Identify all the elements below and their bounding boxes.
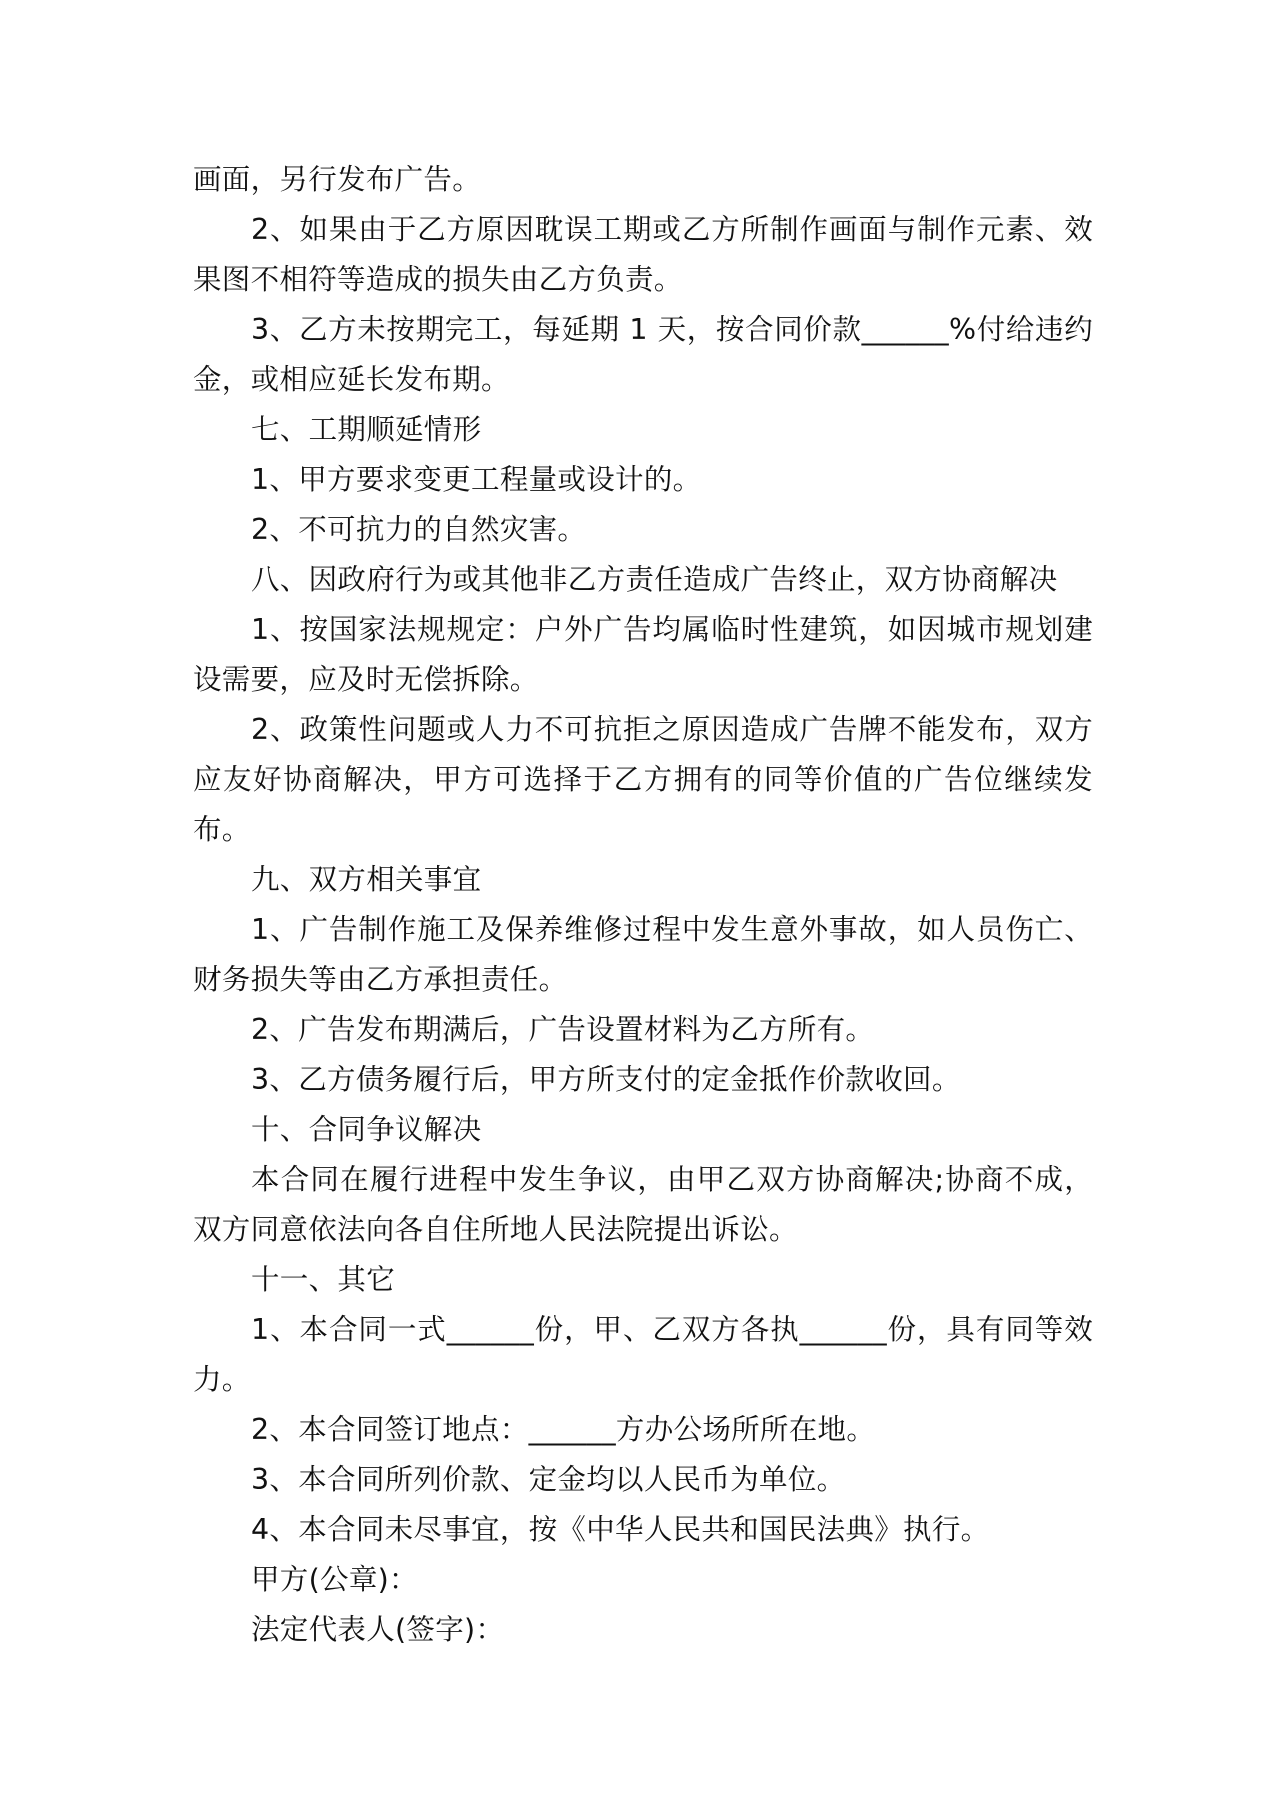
paragraph: 3、本合同所列价款、定金均以人民币为单位。 [251, 1463, 846, 1496]
paragraph: 2、广告发布期满后，广告设置材料为乙方所有。 [251, 1013, 875, 1046]
paragraph: 2、本合同签订地点：______方办公场所所在地。 [251, 1413, 876, 1446]
section-heading: 九、双方相关事宜 [251, 863, 482, 896]
paragraph: 2、不可抗力的自然灾害。 [251, 513, 587, 546]
paragraph: 4、本合同未尽事宜，按《中华人民共和国民法典》执行。 [251, 1513, 990, 1546]
paragraph: 1、按国家法规规定：户外广告均属临时性建筑，如因城市规划建设需要，应及时无偿拆除。 [193, 613, 1093, 696]
section-heading: 七、工期顺延情形 [251, 413, 482, 446]
section-heading: 十、合同争议解决 [251, 1113, 482, 1146]
paragraph: 1、甲方要求变更工程量或设计的。 [251, 463, 702, 496]
signature-line-legal-rep: 法定代表人(签字)： [251, 1613, 505, 1646]
paragraph: 1、广告制作施工及保养维修过程中发生意外事故，如人员伤亡、财务损失等由乙方承担责任。 [193, 913, 1093, 996]
section-heading: 十一、其它 [251, 1263, 396, 1296]
document-body [193, 155, 1093, 1655]
paragraph: 画面，另行发布广告。 [193, 163, 482, 196]
paragraph: 本合同在履行进程中发生争议，由甲乙双方协商解决;协商不成，双方同意依法向各自住所地人民法院提出诉讼。 [193, 1163, 1093, 1246]
paragraph: 3、乙方债务履行后，甲方所支付的定金抵作价款收回。 [251, 1063, 961, 1096]
paragraph: 1、本合同一式______份，甲、乙双方各执______份，具有同等效力。 [193, 1313, 1093, 1396]
paragraph: 2、如果由于乙方原因耽误工期或乙方所制作画面与制作元素、效果图不相符等造成的损失由乙方负责。 [193, 213, 1093, 296]
section-heading: 八、因政府行为或其他非乙方责任造成广告终止，双方协商解决 [251, 563, 1058, 596]
paragraph: 2、政策性问题或人力不可抗拒之原因造成广告牌不能发布，双方应友好协商解决，甲方可选择于乙方拥有的同等价值的广告位继续发布。 [193, 713, 1093, 846]
signature-line-party-a: 甲方(公章)： [251, 1563, 418, 1596]
paragraph: 3、乙方未按期完工，每延期 1 天，按合同价款______%付给违约金，或相应延长发布期。 [193, 313, 1093, 396]
